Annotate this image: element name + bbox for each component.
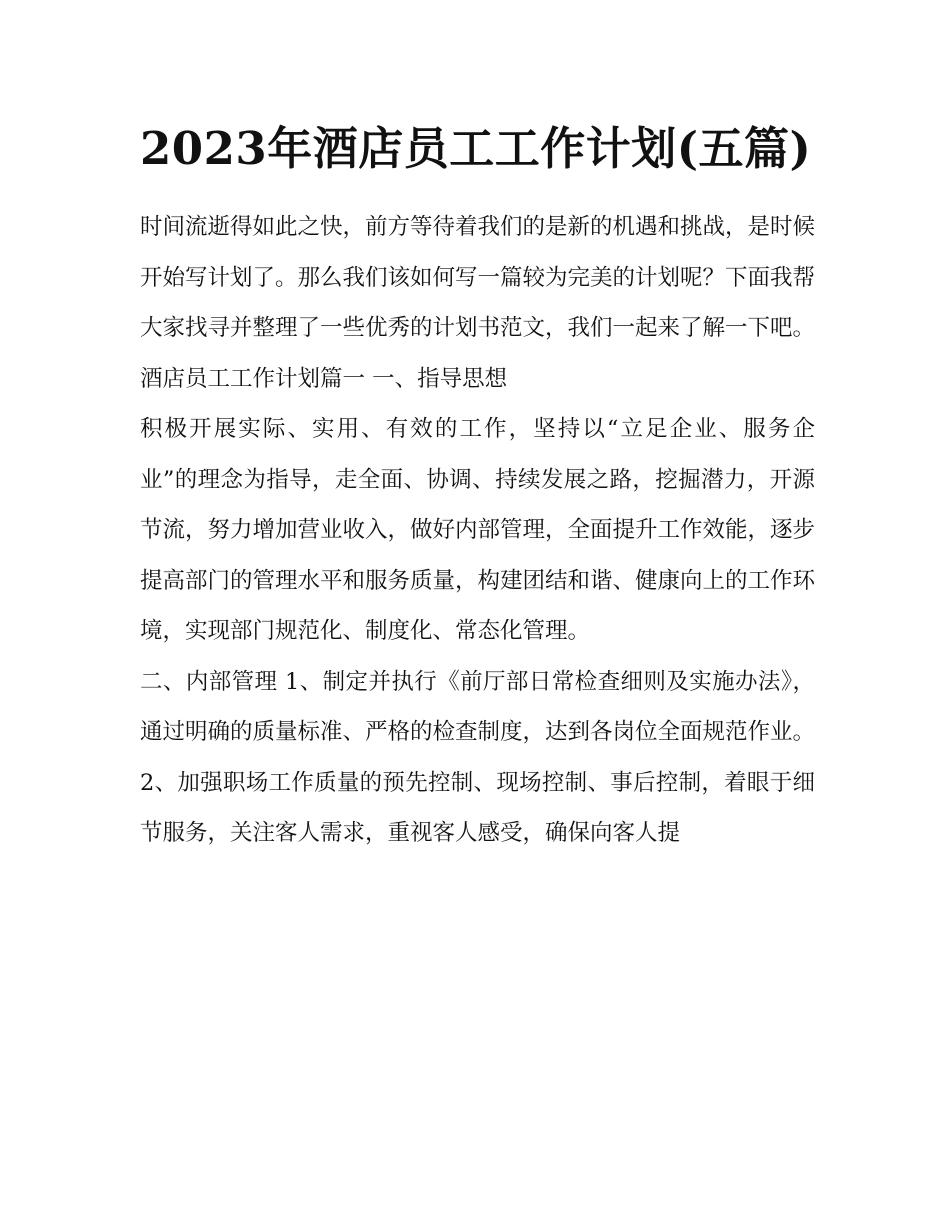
document-body [140,118,815,859]
paragraph-intro: 时间流逝得如此之快，前方等待着我们的是新的机遇和挑战，是时候开始写计划了。那么我们该如何写一篇较为完美的计划呢？下面我帮大家找寻并整理了一些优秀的计划书范文，我们一起来了解一下吧。 [140,214,816,341]
paragraph-section-heading: 酒店员工工作计划篇一 一、指导思想 [140,365,508,392]
paragraph-quality-control: 2、加强职场工作质量的预先控制、现场控制、事后控制，着眼于细节服务，关注客人需求，重视客人感受，确保向客人提 [140,769,815,846]
paragraph-guiding-idea: 积极开展实际、实用、有效的工作，坚持以“立足企业、服务企业”的理念为指导，走全面、协调、持续发展之路，挖掘潜力，开源节流，努力增加营业收入，做好内部管理，全面提升工作效能，逐步提高部门的管理水平和服务质量，构建团结和谐、健康向上的工作环境，实现部门规范化、制度化、常态化管理。 [140,416,816,644]
paragraph-internal-management: 二、内部管理 1、制定并执行《前厅部日常检查细则及实施办法》，通过明确的质量标准、严格的检查制度，达到各岗位全面规范作业。 [140,668,816,745]
document-title: 2023年酒店员工工作计划(五篇) [140,122,812,175]
